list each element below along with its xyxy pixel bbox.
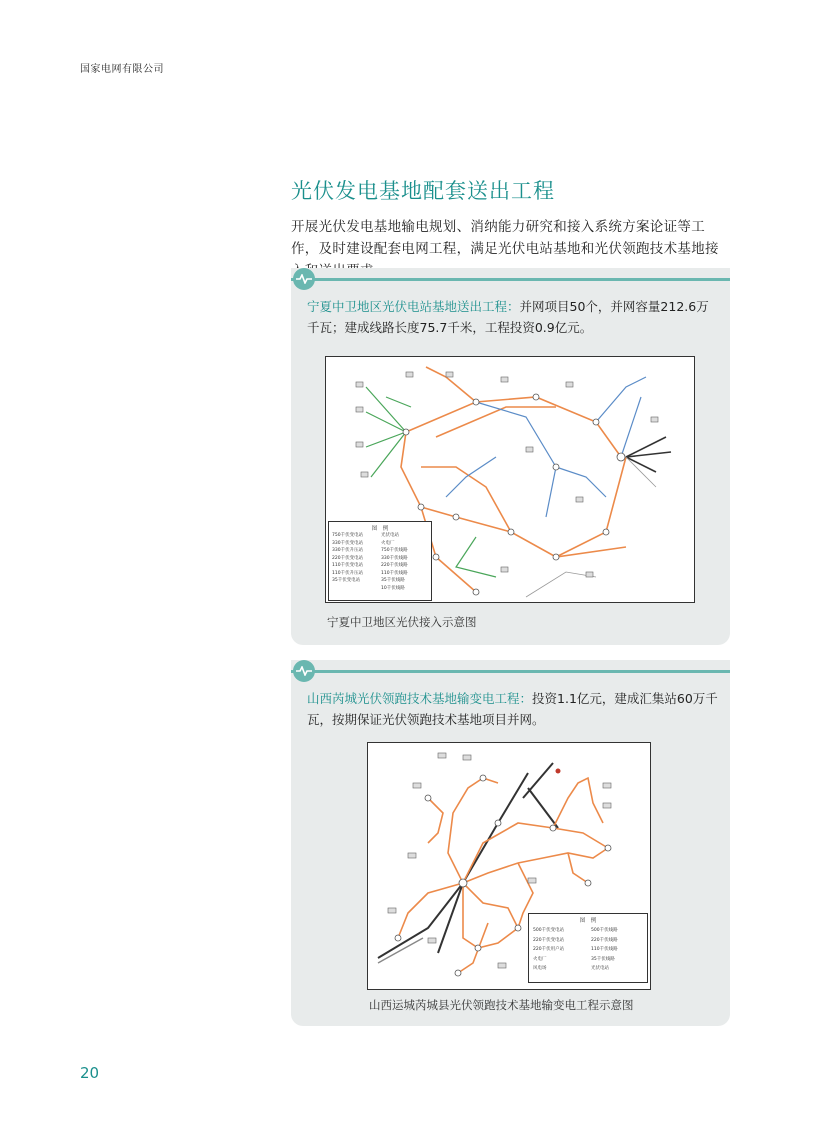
- map-ningxia: [325, 356, 695, 603]
- legend-item: 330千伏变电站: [332, 540, 364, 546]
- map-legend: [528, 913, 648, 983]
- case-box-shanxi: [291, 660, 730, 1026]
- case-description: [307, 688, 719, 730]
- box-divider: [291, 278, 730, 281]
- legend-title: 图 例: [579, 918, 597, 924]
- marker-dot: [556, 769, 561, 774]
- legend-item: 110千伏升压站: [332, 570, 364, 576]
- legend-item: 330千伏线路: [381, 555, 408, 561]
- map-legend: [328, 521, 432, 601]
- legend-item: 35千伏线路: [381, 578, 405, 583]
- legend-item: 110千伏线路: [381, 570, 408, 576]
- legend-item: 光伏电站: [381, 533, 399, 538]
- legend-title: 图 例: [371, 526, 389, 532]
- legend-item: 330千伏升压站: [332, 548, 364, 553]
- section-title: 光伏发电基地配套送出工程: [291, 179, 555, 203]
- case-body: 投资1.1亿元，建成汇集站60万千瓦，按期保证光伏领跑技术基地项目并网。: [307, 691, 718, 727]
- legend-item: 220千伏变电站: [533, 937, 565, 943]
- legend-item: 750千伏变电站: [332, 533, 364, 538]
- legend-item: 光伏电站: [591, 966, 609, 971]
- legend-item: 110千伏线路: [591, 947, 618, 952]
- legend-item: 110千伏变电站: [332, 563, 364, 568]
- page-number: 20: [80, 1064, 100, 1082]
- legend-item: 220千伏线路: [591, 937, 618, 943]
- legend-item: 220千伏用户站: [533, 947, 565, 952]
- case-description: [307, 296, 719, 338]
- map-caption: 宁夏中卫地区光伏接入示意图: [327, 615, 477, 629]
- legend-item: 35千伏变电站: [332, 578, 361, 583]
- legend-item: 35千伏线路: [591, 956, 615, 962]
- case-box-ningxia: [291, 268, 730, 645]
- legend-item: 500千伏变电站: [533, 928, 565, 933]
- legend-item: 火电厂: [381, 540, 395, 546]
- map-shanxi: [367, 742, 651, 990]
- case-body: 并网项目50个，并网容量212.6万千瓦；建成线路长度75.7千米，工程投资0.9亿元。: [307, 299, 709, 335]
- case-highlight: 宁夏中卫地区光伏电站基地送出工程：: [307, 299, 520, 314]
- legend-item: 750千伏线路: [381, 548, 408, 553]
- legend-item: 火电厂: [533, 956, 547, 962]
- box-divider: [291, 670, 730, 673]
- map-caption: 山西运城芮城县光伏领跑技术基地输变电工程示意图: [369, 998, 634, 1012]
- legend-item: 10千伏线路: [381, 585, 405, 591]
- legend-item: 220千伏变电站: [332, 555, 364, 561]
- section-intro: 开展光伏发电基地输电规划、消纳能力研究和接入系统方案论证等工作，及时建设配套电网工程，满足光伏电站基地和光伏领跑技术基地接: [291, 219, 719, 257]
- pulse-icon: [293, 660, 315, 682]
- company-name: 国家电网有限公司: [80, 64, 164, 75]
- pulse-icon: [293, 268, 315, 290]
- legend-item: 500千伏线路: [591, 928, 618, 933]
- case-highlight: 山西芮城光伏领跑技术基地输变电工程：: [307, 691, 533, 706]
- legend-item: 风电场: [533, 966, 547, 971]
- legend-item: 220千伏线路: [381, 563, 408, 568]
